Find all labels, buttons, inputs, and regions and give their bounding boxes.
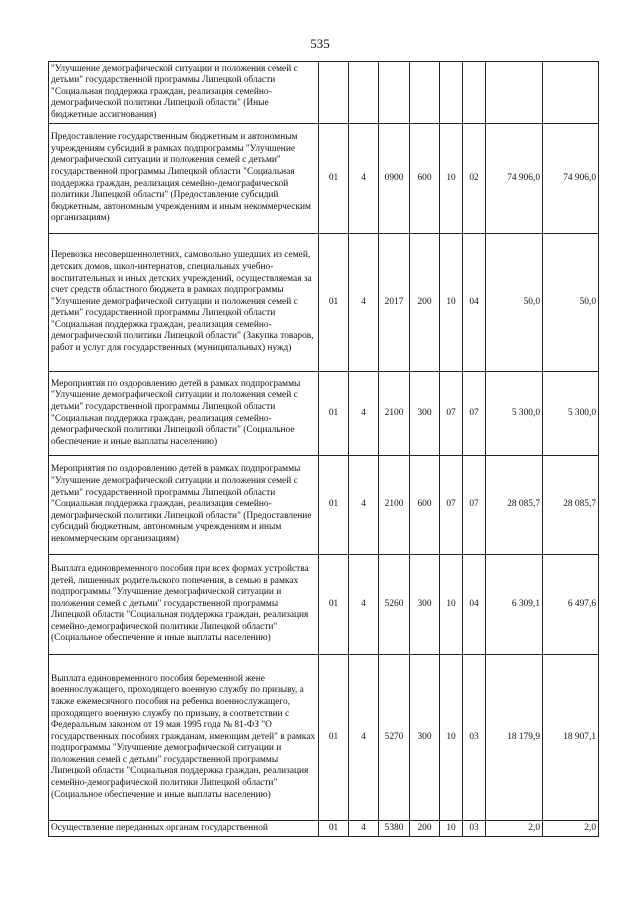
row-description: Мероприятия по оздоровлению детей в рамках подпрограммы "Улучшение демографической ситуации и положения семей с детьми" государственной программы Липецкой области "Социальная поддержка граждан, реализация семейно-демографической политики Липецкой области" (Предоставление субсидий бюджетным, автономным учреждениям и иным некоммерческим организациям) — [49, 456, 319, 555]
page-number: 535 — [310, 36, 330, 51]
row-description: Мероприятия по оздоровлению детей в рамках подпрограммы "Улучшение демографической ситуации и положения семей с детьми" государственной программы Липецкой области "Социальная поддержка граждан, реализация семейно-демографической политики Липецкой области" (Социальное обеспечение и иные выплаты населению) — [49, 372, 319, 456]
subprogram-code — [349, 62, 379, 124]
subprogram-code: 4 — [349, 372, 379, 456]
subprogram-code: 4 — [349, 124, 379, 234]
direction-code: 2100 — [379, 456, 410, 555]
subsection-code — [463, 62, 486, 124]
row-description: Осуществление переданных органам государственной — [49, 821, 319, 837]
subprogram-code: 4 — [349, 821, 379, 837]
amount-year-2: 2,0 — [543, 821, 599, 837]
direction-code: 2100 — [379, 372, 410, 456]
subsection-code: 03 — [463, 821, 486, 837]
subprogram-code: 4 — [349, 456, 379, 555]
program-code: 01 — [319, 821, 349, 837]
expense-type-code: 600 — [410, 124, 440, 234]
amount-year-1: 5 300,0 — [486, 372, 543, 456]
table-row — [49, 124, 599, 234]
expense-type-code: 200 — [410, 821, 440, 837]
subprogram-code: 4 — [349, 655, 379, 821]
direction-code — [379, 62, 410, 124]
subsection-code: 03 — [463, 655, 486, 821]
budget-table — [48, 61, 599, 837]
program-code: 01 — [319, 555, 349, 655]
amount-year-2: 74 906,0 — [543, 124, 599, 234]
section-code: 10 — [440, 821, 463, 837]
expense-type-code: 300 — [410, 655, 440, 821]
section-code: 10 — [440, 124, 463, 234]
amount-year-1 — [486, 62, 543, 124]
expense-type-code: 200 — [410, 234, 440, 372]
direction-code: 5270 — [379, 655, 410, 821]
amount-year-2: 5 300,0 — [543, 372, 599, 456]
table-row — [49, 372, 599, 456]
section-code: 10 — [440, 234, 463, 372]
program-code: 01 — [319, 372, 349, 456]
table-row — [49, 821, 599, 837]
amount-year-2: 18 907,1 — [543, 655, 599, 821]
program-code: 01 — [319, 655, 349, 821]
section-code — [440, 62, 463, 124]
section-code: 10 — [440, 655, 463, 821]
amount-year-2: 6 497,6 — [543, 555, 599, 655]
row-description: Выплата единовременного пособия беременной жене военнослужащего, проходящего военную службу по призыву, а также ежемесячного пособия на ребенка военнослужащего, проходящего военную службу по призыву, в соответствии с Федеральным законом от 19 мая 1995 года № 81-ФЗ "О государственных пособиях гражданам, имеющим детей" в рамках подпрограммы "Улучшение демографической ситуации и положения семей с детьми" государственной программы Липецкой области "Социальная поддержка граждан, реализация семейно-демографической политики Липецкой области" (Социальное обеспечение и иные выплаты населению) — [49, 655, 319, 821]
amount-year-1: 28 085,7 — [486, 456, 543, 555]
expense-type-code: 300 — [410, 555, 440, 655]
program-code — [319, 62, 349, 124]
expense-type-code: 300 — [410, 372, 440, 456]
expense-type-code: 600 — [410, 456, 440, 555]
direction-code: 2017 — [379, 234, 410, 372]
row-description: Выплата единовременного пособия при всех формах устройства детей, лишенных родительского попечения, в семью в рамках подпрограммы "Улучшение демографической ситуации и положения семей с детьми" государственной программы Липецкой области "Социальная поддержка граждан, реализация семейно-демографической политики Липецкой области" (Социальное обеспечение и иные выплаты населению) — [49, 555, 319, 655]
subprogram-code: 4 — [349, 555, 379, 655]
direction-code: 0900 — [379, 124, 410, 234]
amount-year-1: 2,0 — [486, 821, 543, 837]
expense-type-code — [410, 62, 440, 124]
section-code: 10 — [440, 555, 463, 655]
table-row — [49, 62, 599, 124]
table-row — [49, 456, 599, 555]
table-row — [49, 555, 599, 655]
subsection-code: 04 — [463, 234, 486, 372]
table-row — [49, 234, 599, 372]
subsection-code: 07 — [463, 372, 486, 456]
amount-year-2: 28 085,7 — [543, 456, 599, 555]
subsection-code: 04 — [463, 555, 486, 655]
amount-year-2 — [543, 62, 599, 124]
amount-year-1: 74 906,0 — [486, 124, 543, 234]
subsection-code: 02 — [463, 124, 486, 234]
section-code: 07 — [440, 456, 463, 555]
row-description: Предоставление государственным бюджетным и автономным учреждениям субсидий в рамках подпрограммы "Улучшение демографической ситуации и положения семей с детьми" государственной программы Липецкой области "Социальная поддержка граждан, реализация семейно-демографической политики Липецкой области" (Предоставление субсидий бюджетным, автономным учреждениям и иным некоммерческим организациям) — [49, 124, 319, 234]
subsection-code: 07 — [463, 456, 486, 555]
direction-code: 5380 — [379, 821, 410, 837]
program-code: 01 — [319, 234, 349, 372]
program-code: 01 — [319, 124, 349, 234]
amount-year-1: 18 179,9 — [486, 655, 543, 821]
row-description: "Улучшение демографической ситуации и положения семей с детьми" государственной программы Липецкой области "Социальная поддержка граждан, реализация семейно-демографической политики Липецкой области" (Иные бюджетные ассигнования) — [49, 62, 319, 124]
row-description: Перевозка несовершеннолетних, самовольно ушедших из семей, детских домов, школ-интернатов, специальных учебно-воспитательных и иных детских учреждений, осуществляемая за счет средств областного бюджета в рамках подпрограммы "Улучшение демографической ситуации и положения семей с детьми" государственной программы Липецкой области "Социальная поддержка граждан, реализация семейно-демографической политики Липецкой области" (Закупка товаров, работ и услуг для государственных (муниципальных) нужд) — [49, 234, 319, 372]
amount-year-1: 50,0 — [486, 234, 543, 372]
table-row — [49, 655, 599, 821]
program-code: 01 — [319, 456, 349, 555]
direction-code: 5260 — [379, 555, 410, 655]
amount-year-1: 6 309,1 — [486, 555, 543, 655]
amount-year-2: 50,0 — [543, 234, 599, 372]
subprogram-code: 4 — [349, 234, 379, 372]
section-code: 07 — [440, 372, 463, 456]
